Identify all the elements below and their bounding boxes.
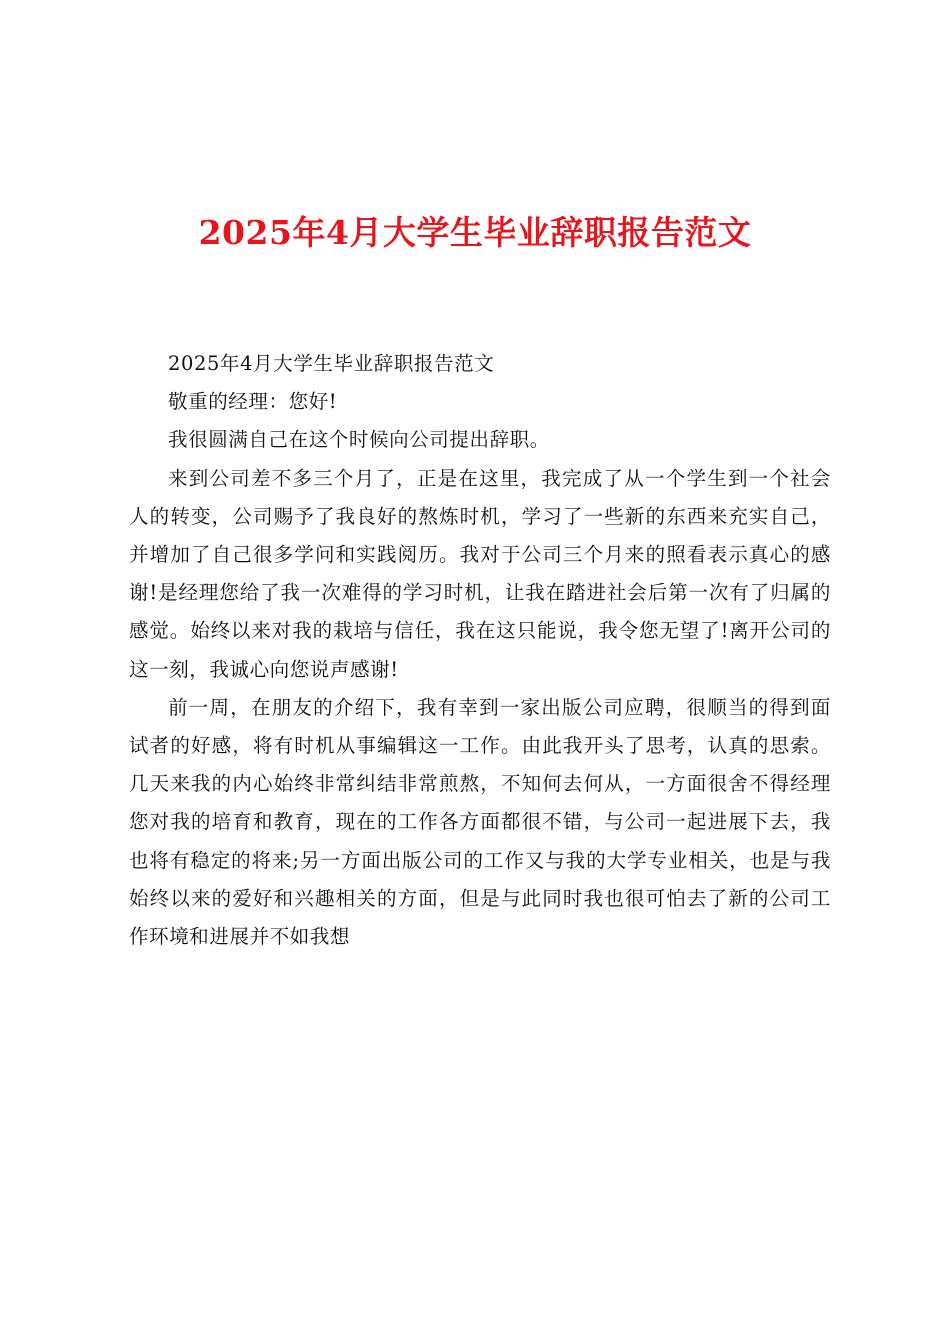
paragraph-gratitude: 来到公司差不多三个月了，正是在这里，我完成了从一个学生到一个社会人的转变，公司赐予了我良好的熬炼时机，学习了一些新的东西来充实自己，并增加了自己很多学问和实践阅历。我对于公司三个月来的照看表示真心的感谢!是经理您给了我一次难得的学习时机，让我在踏进社会后第一次有了归属的感觉。始终以来对我的栽培与信任，我在这只能说，我令您无望了!离开公司的这一刻，我诚心向您说声感谢! (129, 466, 831, 681)
paragraph-reason: 前一周，在朋友的介绍下，我有幸到一家出版公司应聘，很顺当的得到面试者的好感，将有时机从事编辑这一工作。由此我开头了思考，认真的思索。几天来我的内心始终非常纠结非常煎熬，不知何去何从，一方面很舍不得经理您对我的培育和教育，现在的工作各方面都很不错，与公司一起进展下去，我也将有稳定的将来;另一方面出版公司的工作又与我的大学专业相关，也是与我始终以来的爱好和兴趣相关的方面，但是与此同时我也很可怕去了新的公司工作环境和进展并不如我想 (129, 695, 831, 949)
paragraph-statement: 我很圆满自己在这个时候向公司提出辞职。 (168, 428, 550, 452)
paragraph-salutation: 敬重的经理：您好! (168, 390, 338, 414)
document-title: 2025年4月大学生毕业辞职报告范文 (198, 213, 752, 252)
paragraph-heading: 2025年4月大学生毕业辞职报告范文 (168, 352, 495, 375)
document-body (129, 345, 831, 956)
